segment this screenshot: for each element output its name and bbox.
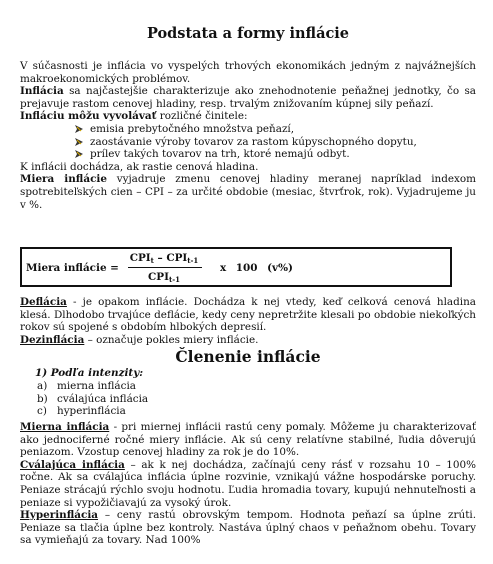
inflation-definition bbox=[20, 85, 476, 110]
cause-text: emisia prebytočného množstva peňazí, bbox=[90, 122, 295, 135]
galloping-inflation-term: Cválajúca inflácia bbox=[20, 458, 125, 471]
consequence-text: K inflácii dochádza, ak rastie cenová hladina. bbox=[20, 160, 259, 173]
rate-definition-text: vyjadruje zmenu cenovej hladiny meranej napríklad indexom spotrebiteľských cien – CPI – za určité obdobie (mesiac, štvrťrok, rok). Vyjadrujeme ju v %. bbox=[20, 173, 476, 211]
intensity-list bbox=[37, 380, 148, 418]
list-item bbox=[37, 405, 148, 418]
inflation-term: Inflácia bbox=[20, 85, 64, 98]
deflation-definition-text: - je opakom inflácie. Dochádza k nej vtedy, keď celková cenová hladina klesá. Dlhodobo trvajúce deflácie, kedy ceny nepretržite klesali po obdobie niekoľkých rokov sú spojené s obdobím hlbokých depresií. bbox=[20, 296, 476, 334]
page-title: Podstata a formy inflácie bbox=[146, 25, 350, 42]
formula-label: Miera inflácie = bbox=[26, 262, 119, 274]
arrow-bullet-icon bbox=[74, 149, 84, 159]
list-item bbox=[37, 393, 148, 406]
deflation-section bbox=[20, 296, 476, 346]
formula-multiplier: x 100 (v%) bbox=[220, 262, 293, 274]
formula-denominator: $CPI_{t-1}$ bbox=[148, 271, 180, 284]
hyperinflation-text: – ceny rastú obrovským tempom. Hodnota peňazí sa úplne zrúti. Peniaze sa tlačia úplne bez kontroly. Nastáva úplný chaos v peňažnom obehu. Tovary sa vymieňajú za tovary. Nad 100% bbox=[20, 509, 476, 547]
list-marker: a) bbox=[37, 380, 48, 392]
list-marker: b) bbox=[37, 392, 48, 405]
rate-term: Miera inflácie bbox=[20, 173, 107, 186]
deflation-definition bbox=[20, 296, 476, 334]
list-item bbox=[20, 123, 476, 136]
hyperinflation-definition bbox=[20, 509, 476, 547]
causes-term: Infláciu môžu vyvolávať bbox=[20, 110, 157, 123]
inflation-definition-text: sa najčastejšie charakterizuje ako znehodnotenie peňažnej jednotky, čo sa prejavuje rastom cenovej hladiny, resp. trvalým znižovaním kúpnej sily peňazí. bbox=[20, 85, 476, 110]
section-title: Členenie inflácie bbox=[175, 347, 321, 366]
list-item bbox=[20, 148, 476, 161]
intro-paragraph: V súčasnosti je inflácia vo vyspelých trhových ekonomikách jedným z najvážnejších makroekonomických problémov. bbox=[20, 60, 476, 85]
causes-list bbox=[20, 123, 476, 161]
causes-rest: rozličné činitele: bbox=[156, 110, 248, 123]
cause-text: zaostávanie výroby tovarov za rastom kúpyschopného dopytu, bbox=[90, 135, 417, 148]
causes-intro bbox=[20, 110, 476, 123]
list-item bbox=[20, 136, 476, 149]
intro-section bbox=[20, 60, 476, 211]
list-marker: c) bbox=[37, 405, 47, 418]
intensity-definitions bbox=[20, 421, 476, 547]
disinflation-term: Dezinflácia bbox=[20, 333, 85, 346]
disinflation-definition bbox=[20, 334, 476, 347]
deflation-term: Deflácia bbox=[20, 296, 67, 308]
rate-definition bbox=[20, 173, 476, 211]
arrow-bullet-icon bbox=[74, 124, 84, 134]
list-item bbox=[37, 380, 148, 393]
galloping-inflation-text: – ak k nej dochádza, začínajú ceny rásť v rozsahu 10 – 100% ročne. Ak sa cválajúca inflácia úplne rozvinie, vznikajú vážne hospodárske poruchy. Peniaze strácajú rýchlo svoju hodnotu. Ľudia hromadia tovary, kupujú nehnuteľnosti a peniaze si vypožičiavajú za vysoký úrok. bbox=[20, 458, 476, 509]
moderate-inflation-text: - pri miernej inflácii rastú ceny pomaly. Môžeme ju charakterizovať ako jednociferné ročné miery inflácie. Ak sú ceny relatívne stabilné, ľudia dôverujú peniazom. Vzostup cenovej hladiny za rok je do 10%. bbox=[20, 421, 476, 459]
fraction-bar bbox=[128, 267, 202, 268]
moderate-inflation-definition bbox=[20, 421, 476, 459]
galloping-inflation-definition bbox=[20, 459, 476, 509]
list-item-label: cválajúca inflácia bbox=[57, 392, 149, 405]
section-heading-intensity: 1) Podľa intenzity: bbox=[35, 367, 144, 379]
hyperinflation-term: Hyperinflácia bbox=[20, 509, 99, 522]
moderate-inflation-term: Mierna inflácia bbox=[20, 421, 110, 433]
list-item-label: mierna inflácia bbox=[57, 380, 136, 392]
formula-numerator: $CPI_t - CPI_{t-1}$ bbox=[129, 252, 199, 265]
disinflation-definition-text: – označuje pokles miery inflácie. bbox=[84, 333, 259, 346]
arrow-bullet-icon bbox=[74, 137, 84, 147]
list-item-label: hyperinflácia bbox=[57, 405, 126, 418]
cause-text: prílev takých tovarov na trh, ktoré nemajú odbyt. bbox=[90, 148, 350, 161]
formula-box bbox=[20, 247, 452, 287]
